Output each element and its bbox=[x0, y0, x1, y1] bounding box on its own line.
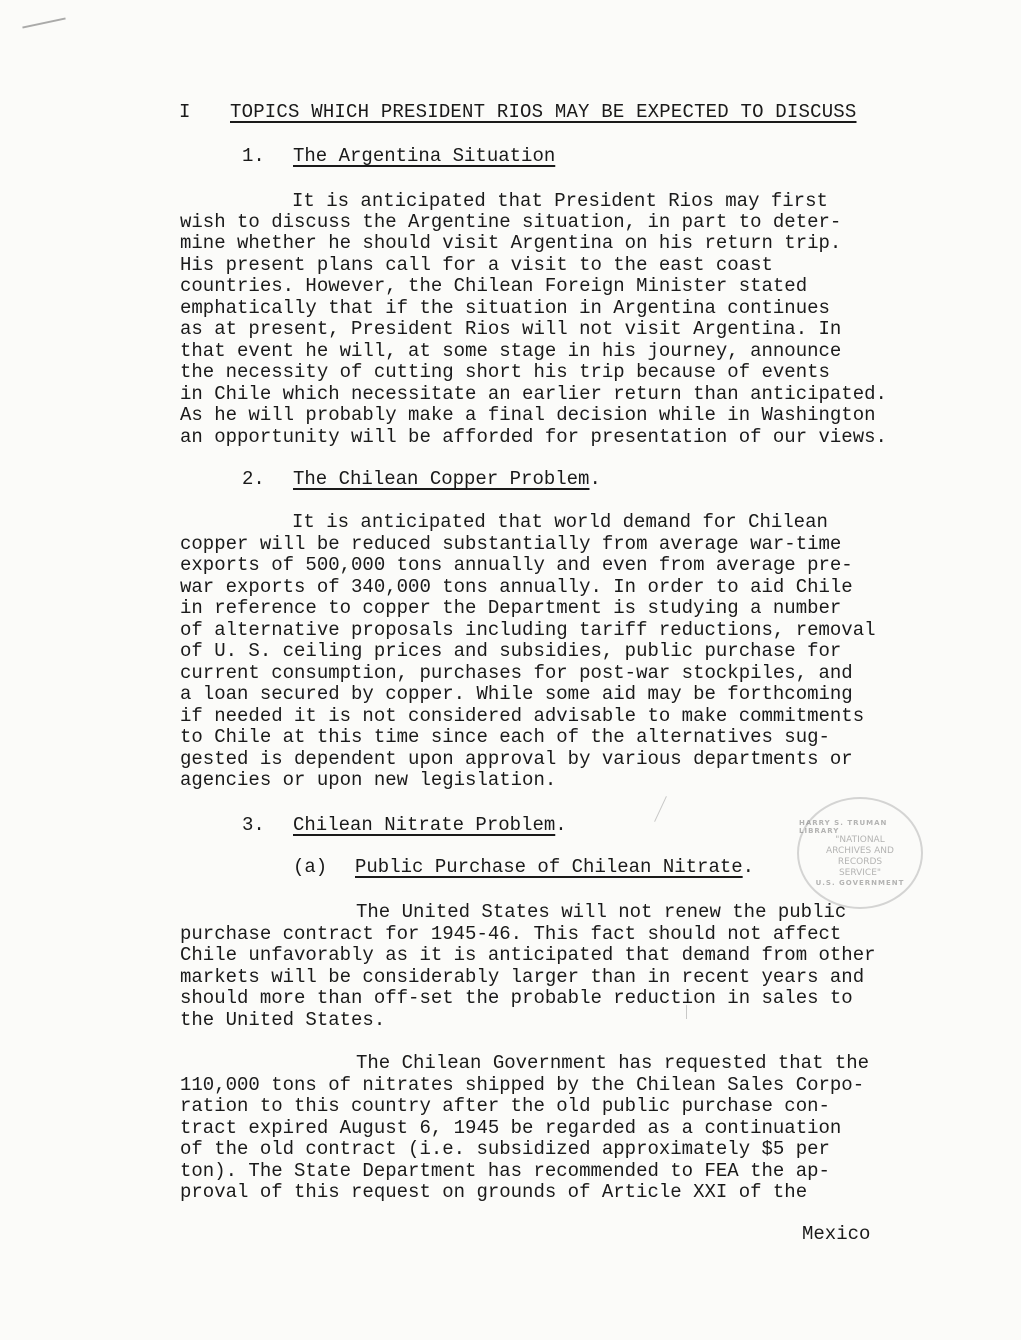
topic2-line: copper will be reduced substantially from average war-time bbox=[180, 533, 842, 555]
subsection-a-title: Public Purchase of Chilean Nitrate bbox=[355, 856, 743, 878]
stray-mark bbox=[654, 796, 667, 822]
stamp-top-text: HARRY S. TRUMAN LIBRARY bbox=[799, 819, 888, 835]
topic2-heading bbox=[293, 469, 601, 491]
topic2-line: current consumption, purchases for post-war stockpiles, and bbox=[180, 662, 853, 684]
section-title: TOPICS WHICH PRESIDENT RIOS MAY BE EXPECTED TO DISCUSS bbox=[230, 101, 857, 123]
topic2-line: war exports of 340,000 tons annually. In order to aid Chile bbox=[180, 576, 853, 598]
nitrate-para2-line: 110,000 tons of nitrates shipped by the Chilean Sales Corpo- bbox=[180, 1074, 865, 1096]
topic1-line: wish to discuss the Argentine situation, in part to deter- bbox=[180, 211, 842, 233]
nitrate-para2-line: proval of this request on grounds of Article XXI of the bbox=[180, 1181, 808, 1203]
nitrate-para2-line: The Chilean Government has requested that the bbox=[356, 1052, 870, 1074]
topic1-line: an opportunity will be afforded for presentation of our views. bbox=[180, 426, 887, 448]
topic2-line: It is anticipated that world demand for Chilean bbox=[292, 511, 828, 533]
topic1-line: in Chile which necessitate an earlier return than anticipated. bbox=[180, 383, 887, 405]
paper-scratch bbox=[22, 17, 65, 28]
topic2-line: in reference to copper the Department is studying a number bbox=[180, 597, 842, 619]
nitrate-para1-line: purchase contract for 1945-46. This fact should not affect bbox=[180, 923, 842, 945]
topic2-title-period: . bbox=[589, 468, 601, 490]
topic3-title: Chilean Nitrate Problem bbox=[293, 814, 556, 836]
topic2-line: to Chile at this time since each of the alternatives sug- bbox=[180, 726, 830, 748]
nitrate-para1-line: markets will be considerably larger than in recent years and bbox=[180, 966, 865, 988]
topic1-number: 1. bbox=[242, 145, 265, 167]
subsection-a-heading bbox=[355, 857, 754, 879]
topic2-line: of alternative proposals including tariff reductions, removal bbox=[180, 619, 876, 641]
nitrate-para1-line: should more than off-set the probable reduction in sales to bbox=[180, 987, 853, 1009]
topic1-line: mine whether he should visit Argentina on his return trip. bbox=[180, 232, 842, 254]
topic3-heading bbox=[293, 815, 567, 837]
topic3-title-period: . bbox=[555, 814, 567, 836]
topic2-line: if needed it is not considered advisable to make commitments bbox=[180, 705, 865, 727]
topic1-line: countries. However, the Chilean Foreign Minister stated bbox=[180, 275, 808, 297]
topic2-title: The Chilean Copper Problem bbox=[293, 468, 590, 490]
topic2-line: exports of 500,000 tons annually and even from average pre- bbox=[180, 554, 853, 576]
topic1-line: His present plans call for a visit to the east coast bbox=[180, 254, 773, 276]
nitrate-para2-line: ration to this country after the old public purchase con- bbox=[180, 1095, 830, 1117]
nitrate-para1-line: Chile unfavorably as it is anticipated that demand from other bbox=[180, 944, 876, 966]
topic1-line: the necessity of cutting short his trip because of events bbox=[180, 361, 830, 383]
nitrate-para2-line: ton). The State Department has recommended to FEA the ap- bbox=[180, 1160, 830, 1182]
nitrate-para2-line: of the old contract (i.e. subsidized approximately $5 per bbox=[180, 1138, 830, 1160]
topic2-line: a loan secured by copper. While some aid may be forthcoming bbox=[180, 683, 853, 705]
section-numeral: I bbox=[179, 101, 191, 123]
topic1-line: as at present, President Rios will not visit Argentina. In bbox=[180, 318, 842, 340]
subsection-a-title-period: . bbox=[742, 856, 755, 878]
stamp-bottom-text: U.S. GOVERNMENT bbox=[815, 879, 905, 887]
topic1-line: It is anticipated that President Rios may first bbox=[292, 190, 828, 212]
topic3-number: 3. bbox=[242, 814, 265, 836]
topic1-title: The Argentina Situation bbox=[293, 145, 556, 167]
topic2-line: agencies or upon new legislation. bbox=[180, 769, 557, 791]
nitrate-para2-line: tract expired August 6, 1945 be regarded as a continuation bbox=[180, 1117, 842, 1139]
topic2-line: gested is dependent upon approval by various departments or bbox=[180, 748, 853, 770]
topic1-line: As he will probably make a final decision while in Washington bbox=[180, 404, 876, 426]
subsection-a-label: (a) bbox=[293, 856, 328, 878]
topic2-line: of U. S. ceiling prices and subsidies, public purchase for bbox=[180, 640, 842, 662]
archive-stamp bbox=[797, 797, 923, 909]
stamp-middle-text: "NATIONAL ARCHIVES AND RECORDS SERVICE" bbox=[826, 835, 894, 878]
topic2-number: 2. bbox=[242, 468, 265, 490]
topic1-line: that event he will, at some stage in his journey, announce bbox=[180, 340, 842, 362]
nitrate-para1-line: The United States will not renew the public bbox=[356, 901, 847, 923]
footer-catchword: Mexico bbox=[802, 1223, 871, 1245]
nitrate-para1-line: the United States. bbox=[180, 1009, 386, 1031]
topic1-line: emphatically that if the situation in Argentina continues bbox=[180, 297, 830, 319]
